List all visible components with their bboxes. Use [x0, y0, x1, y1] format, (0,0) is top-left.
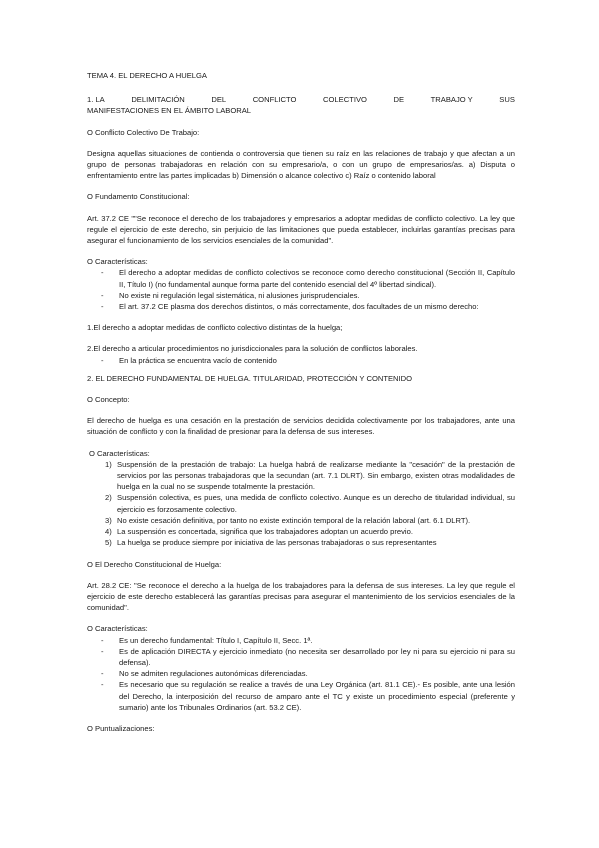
- list-item-text: Suspensión de la prestación de trabajo: La huelga habrá de realizarse mediante la "cesación" de la prestación de servicios por las personas trabajadoras que la secundan (art. 7.1 DLRT). Sin embargo, existen otras modalidades de huelga en la cual no se suspende totalmente la prestación.: [117, 459, 515, 492]
- list-item: [87, 492, 515, 514]
- list-item-text: No se admiten regulaciones autonómicas diferenciadas.: [119, 669, 308, 679]
- list-item-text: Es necesario que su regulación se realice a través de una Ley Orgánica (art. 81.1 CE).- Es posible, ante una lesión del Derecho, la interposición del recurso de amparo ante el TC y existe un procedimiento especial (preferente y sumario) ante los Tribunales Ordinarios (art. 53.2 CE).: [119, 680, 515, 712]
- document-page: [87, 68, 515, 734]
- caracteristicas-title: O Características:: [87, 624, 148, 634]
- list-item: [87, 459, 515, 493]
- section1-heading: [87, 94, 515, 105]
- list-item-text: No existe cesación definitiva, por tanto no existe extinción temporal de la relación laboral (art. 6.1 DLRT).: [117, 515, 471, 525]
- list-item: [87, 668, 515, 679]
- point2-list: [87, 355, 515, 366]
- list-item-text: No existe ni regulación legal sistemática, ni alusiones jurisprudenciales.: [119, 290, 360, 300]
- list-item: [87, 537, 515, 548]
- list-number: 2): [105, 493, 112, 503]
- section1-heading-word: TRABAJO Y: [430, 95, 473, 105]
- list-item: [87, 355, 515, 366]
- caracteristicas-title: O Características:: [87, 257, 148, 267]
- list-number: 5): [105, 538, 112, 548]
- caracteristicas-title: O Características:: [89, 448, 150, 458]
- caracteristicas-list: [87, 635, 515, 713]
- puntualizaciones-title: O Puntualizaciones:: [87, 723, 155, 733]
- section2-heading: 2. EL DERECHO FUNDAMENTAL DE HUELGA. TITULARIDAD, PROTECCIÓN Y CONTENIDO: [87, 373, 413, 383]
- list-item-text: El art. 37.2 CE plasma dos derechos distintos, o más correctamente, dos facultades de un mismo derecho:: [119, 302, 479, 312]
- list-item: [87, 635, 515, 646]
- list-item: [87, 290, 515, 301]
- list-item: [87, 267, 515, 289]
- section1-heading-word: CONFLICTO: [252, 95, 297, 105]
- list-item-text: En la práctica se encuentra vacío de contenido: [119, 355, 277, 365]
- list-item-text: Es un derecho fundamental: Título I, Capítulo II, Secc. 1ª.: [119, 635, 313, 645]
- caracteristicas-list: [87, 267, 515, 312]
- fundamento-paragraph: Art. 37.2 CE ""Se reconoce el derecho de los trabajadores y empresarios a adoptar medidas de conflicto colectivo. La ley que regule el ejercicio de este derecho, sin perjuicio de las limitaciones que pueda establecer, incluirlas garantías precisas para asegurar el funcionamiento de los servicios esenciales de la comunidad".: [87, 213, 515, 246]
- section1-heading-word: DEL: [211, 95, 227, 105]
- list-number: 3): [105, 515, 112, 525]
- point-1: 1.El derecho a adoptar medidas de conflicto colectivo distintas de la huelga;: [87, 323, 343, 333]
- list-item: [87, 526, 515, 537]
- dash-bullet: -: [101, 355, 104, 365]
- fundamento-title: O Fundamento Constitucional:: [87, 192, 190, 202]
- section1-heading-word: DELIMITACIÓN: [131, 95, 185, 105]
- list-item-text: La suspensión es concertada, significa que los trabajadores adoptan un acuerdo previo.: [117, 527, 413, 537]
- dash-bullet: -: [101, 290, 104, 300]
- derecho-constitucional-title: O El Derecho Constitucional de Huelga:: [87, 559, 222, 569]
- section1-heading-word: SUS: [499, 95, 515, 105]
- list-item: [87, 301, 515, 312]
- section1-heading-word: 1. LA: [87, 95, 105, 105]
- list-item: [87, 646, 515, 668]
- dash-bullet: -: [101, 680, 104, 690]
- dash-bullet: -: [101, 268, 104, 278]
- list-number: 1): [105, 459, 112, 469]
- document-title: TEMA 4. EL DERECHO A HUELGA: [87, 71, 207, 80]
- section1-heading-line2: MANIFESTACIONES EN EL ÁMBITO LABORAL: [87, 106, 252, 116]
- concepto-paragraph: El derecho de huelga es una cesación en la prestación de servicios decidida colectivamente por los trabajadores, ante una situación de conflicto y con la finalidad de presionar para la defensa de sus intereses.: [87, 416, 515, 437]
- list-item-text: Es de aplicación DIRECTA y ejercicio inmediato (no necesita ser desarrollado por ley ni para su ejercicio ni para su defensa).: [119, 646, 515, 667]
- list-item: [87, 515, 515, 526]
- list-item-text: El derecho a adoptar medidas de conflicto colectivos se reconoce como derecho constitucional (Sección II, Capítulo II, Título I) (no fundamental aunque forma parte del contenido esencial del 4º libertad sindical).: [119, 268, 515, 289]
- list-number: 4): [105, 527, 112, 537]
- section1-heading-word: COLECTIVO: [323, 95, 367, 105]
- conflicto-title: O Conflicto Colectivo De Trabajo:: [87, 127, 200, 137]
- concepto-title: O Concepto:: [87, 395, 130, 405]
- dash-bullet: -: [101, 302, 104, 312]
- dash-bullet: -: [101, 635, 104, 645]
- list-item: [87, 679, 515, 713]
- derecho-constitucional-paragraph: Art. 28.2 CE: "Se reconoce el derecho a la huelga de los trabajadores para la defensa de sus intereses. La ley que regule el ejercicio de este derecho establecerá las garantías precisas para asegurar el mantenimiento de los servicios esenciales de la comunidad".: [87, 580, 515, 613]
- conflicto-paragraph: Designa aquellas situaciones de contienda o controversia que tienen su raíz en las relaciones de trabajo y que afectan a un grupo de personas trabajadoras en relación con su empresario/a, o con un grupo de empresarios/as. a) Disputa o enfrentamiento entre las partes implicadas b) Dimensión o alcance colectivo c) Raíz o contenido laboral: [87, 148, 515, 181]
- caracteristicas-numbered-list: [87, 459, 515, 549]
- dash-bullet: -: [101, 669, 104, 679]
- point-2: 2.El derecho a articular procedimientos no jurisdiccionales para la solución de conflictos laborales.: [87, 344, 418, 354]
- section1-heading-word: DE: [393, 95, 405, 105]
- list-item-text: Suspensión colectiva, es pues, una medida de conflicto colectivo. Aunque es un derecho de titularidad individual, su ejercicio es forzosamente colectivo.: [117, 493, 515, 514]
- dash-bullet: -: [101, 646, 104, 656]
- list-item-text: La huelga se produce siempre por iniciativa de las personas trabajadoras o sus representantes: [117, 538, 437, 548]
